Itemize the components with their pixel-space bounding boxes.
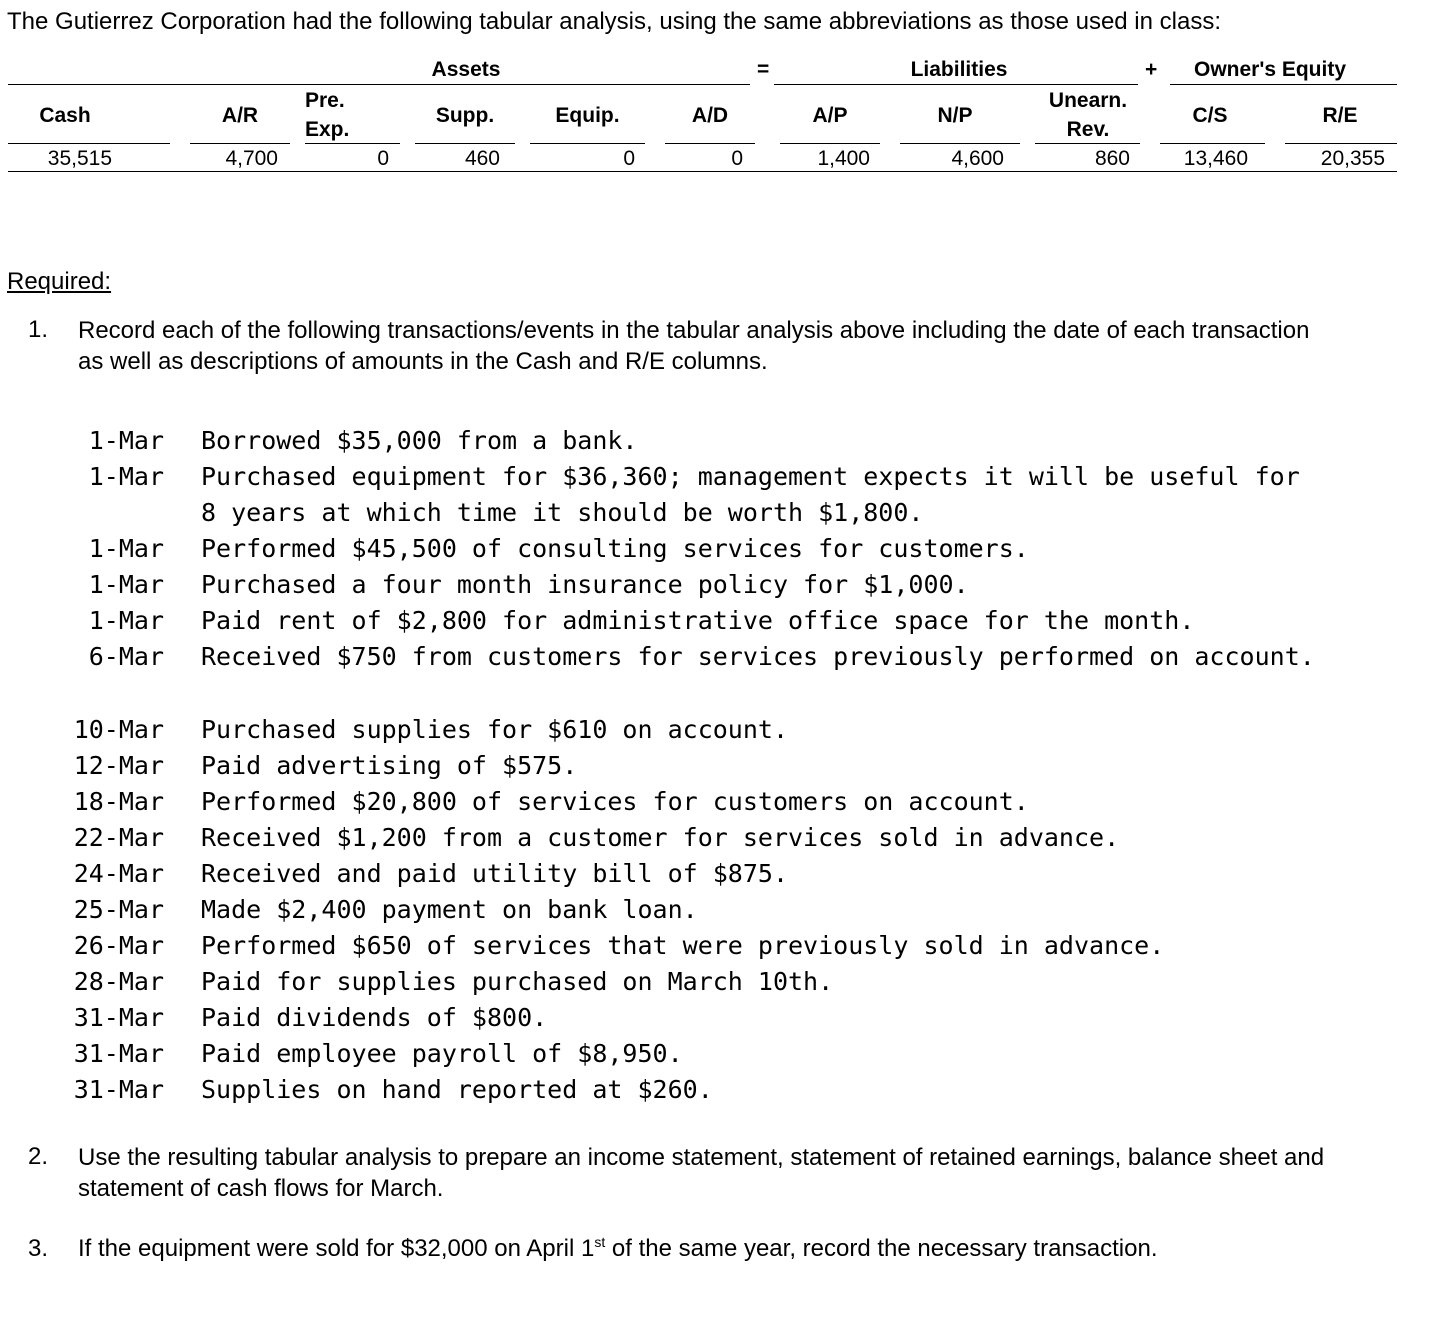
transaction-row: [0, 1036, 1452, 1072]
item-1-text: Record each of the following transactions/events in the tabular analysis above including the date of each transaction as well as descriptions of amounts in the Cash and R/E columns.: [78, 317, 1310, 375]
transaction-row: [0, 459, 1452, 495]
transaction-description: Paid advertising of $575.: [201, 751, 578, 780]
group-assets: Assets: [431, 58, 501, 81]
transaction-row: [0, 423, 1452, 459]
transaction-date: 12-Mar: [73, 751, 164, 780]
col-supp: Supp.: [435, 104, 495, 127]
balance-bottom-rule: [8, 171, 1397, 172]
transaction-row: [0, 820, 1452, 856]
transaction-date: 6-Mar: [88, 642, 164, 671]
item-1-number: 1.: [28, 316, 49, 343]
transaction-description: Paid for supplies purchased on March 10th.: [201, 967, 834, 996]
col-ar: A/R: [221, 104, 259, 127]
transaction-date: 1-Mar: [88, 462, 164, 491]
assets-rule: [8, 84, 750, 85]
intro-text: The Gutierrez Corporation had the following tabular analysis, using the same abbreviations as those used in class:: [7, 8, 1222, 35]
transaction-description: Received $1,200 from a customer for services sold in advance.: [201, 823, 1120, 852]
col-cs: C/S: [1192, 104, 1228, 127]
transaction-description: Supplies on hand reported at $260.: [201, 1075, 713, 1104]
header-rule-supp: [415, 143, 515, 144]
balance-pre-exp: 0: [377, 147, 389, 170]
transaction-date: 10-Mar: [73, 715, 164, 744]
transaction-description: Received $750 from customers for services previously performed on account.: [201, 642, 1315, 671]
transaction-row: [0, 856, 1452, 892]
transaction-description: Borrowed $35,000 from a bank.: [201, 426, 638, 455]
transaction-date: 18-Mar: [73, 787, 164, 816]
col-pre-exp: Pre. Exp.: [305, 89, 350, 141]
header-rule-ap: [780, 143, 880, 144]
transaction-row: [0, 603, 1452, 639]
group-owners-equity: Owner's Equity: [1193, 58, 1347, 81]
item-3-text: [78, 1235, 1158, 1263]
header-rule-re: [1285, 143, 1397, 144]
transaction-row: [0, 567, 1452, 603]
transaction-description: Performed $20,800 of services for customers on account.: [201, 787, 1029, 816]
col-unearn-rev: Unearn. Rev.: [1048, 89, 1128, 141]
item-3-superscript: st: [594, 1234, 606, 1250]
balance-ar: 4,700: [225, 147, 278, 170]
transaction-row: [0, 495, 1452, 531]
liabilities-rule: [774, 84, 1138, 85]
header-rule-cash: [8, 143, 170, 144]
transaction-date: 31-Mar: [73, 1039, 164, 1068]
header-rule-np: [900, 143, 1020, 144]
balance-equip: 0: [623, 147, 635, 170]
transaction-description: Received and paid utility bill of $875.: [201, 859, 788, 888]
header-rule-equip: [530, 143, 645, 144]
header-rule-ad: [665, 143, 755, 144]
balance-ad: 0: [731, 147, 743, 170]
transaction-row: [0, 712, 1452, 748]
transaction-date: 26-Mar: [73, 931, 164, 960]
transaction-description: Purchased a four month insurance policy for $1,000.: [201, 570, 969, 599]
transaction-date: 1-Mar: [88, 426, 164, 455]
transaction-row: [0, 892, 1452, 928]
transaction-date: 1-Mar: [88, 534, 164, 563]
transaction-date: 1-Mar: [88, 570, 164, 599]
transaction-description: Paid rent of $2,800 for administrative office space for the month.: [201, 606, 1195, 635]
header-rule-pre-exp: [305, 143, 400, 144]
equity-rule: [1170, 84, 1397, 85]
transaction-row: [0, 531, 1452, 567]
item-2-text: Use the resulting tabular analysis to prepare an income statement, statement of retained earnings, balance sheet and statement of cash flows for March.: [78, 1144, 1325, 1202]
col-cash: Cash: [39, 104, 91, 127]
equals-sign: =: [757, 58, 770, 81]
transaction-date: 1-Mar: [88, 606, 164, 635]
balance-cs: 13,460: [1183, 147, 1248, 170]
col-ad: A/D: [691, 104, 729, 127]
transaction-description: Paid employee payroll of $8,950.: [201, 1039, 683, 1068]
transaction-row: [0, 748, 1452, 784]
transaction-description: Performed $650 of services that were previously sold in advance.: [201, 931, 1165, 960]
item-3-text-end: of the same year, record the necessary transaction.: [605, 1235, 1158, 1262]
balance-cash: 35,515: [47, 147, 112, 170]
transaction-date: 25-Mar: [73, 895, 164, 924]
transaction-description: Paid dividends of $800.: [201, 1003, 548, 1032]
transaction-row: [0, 1000, 1452, 1036]
group-liabilities: Liabilities: [910, 58, 1008, 81]
transaction-description: Performed $45,500 of consulting services for customers.: [201, 534, 1029, 563]
col-equip: Equip.: [555, 104, 620, 127]
col-ap: A/P: [812, 104, 848, 127]
header-rule-cs: [1160, 143, 1265, 144]
item-2-number: 2.: [28, 1143, 49, 1170]
col-np: N/P: [937, 104, 973, 127]
header-rule-unearn-rev: [1035, 143, 1140, 144]
transaction-date: 24-Mar: [73, 859, 164, 888]
transaction-date: 28-Mar: [73, 967, 164, 996]
balance-supp: 460: [464, 147, 500, 170]
transaction-row: [0, 784, 1452, 820]
plus-sign: +: [1145, 58, 1158, 81]
transaction-date: 31-Mar: [73, 1075, 164, 1104]
col-re: R/E: [1322, 104, 1358, 127]
transaction-description: Purchased supplies for $610 on account.: [201, 715, 788, 744]
balance-ap: 1,400: [817, 147, 870, 170]
transaction-description: Purchased equipment for $36,360; management expects it will be useful for: [201, 462, 1300, 491]
item-3-number: 3.: [28, 1235, 49, 1262]
transaction-row: [0, 1072, 1452, 1108]
header-rule-ar: [190, 143, 290, 144]
transaction-date: 22-Mar: [73, 823, 164, 852]
transaction-row: [0, 928, 1452, 964]
transaction-description: Made $2,400 payment on bank loan.: [201, 895, 698, 924]
balance-np: 4,600: [951, 147, 1004, 170]
balance-re: 20,355: [1320, 147, 1385, 170]
transaction-row: [0, 964, 1452, 1000]
transaction-row: [0, 639, 1452, 675]
item-3-text-main: If the equipment were sold for $32,000 on April 1: [78, 1235, 595, 1262]
required-heading: Required:: [7, 268, 112, 295]
transaction-description: 8 years at which time it should be worth $1,800.: [201, 498, 924, 527]
balance-unearn-rev: 860: [1094, 147, 1130, 170]
transaction-date: 31-Mar: [73, 1003, 164, 1032]
